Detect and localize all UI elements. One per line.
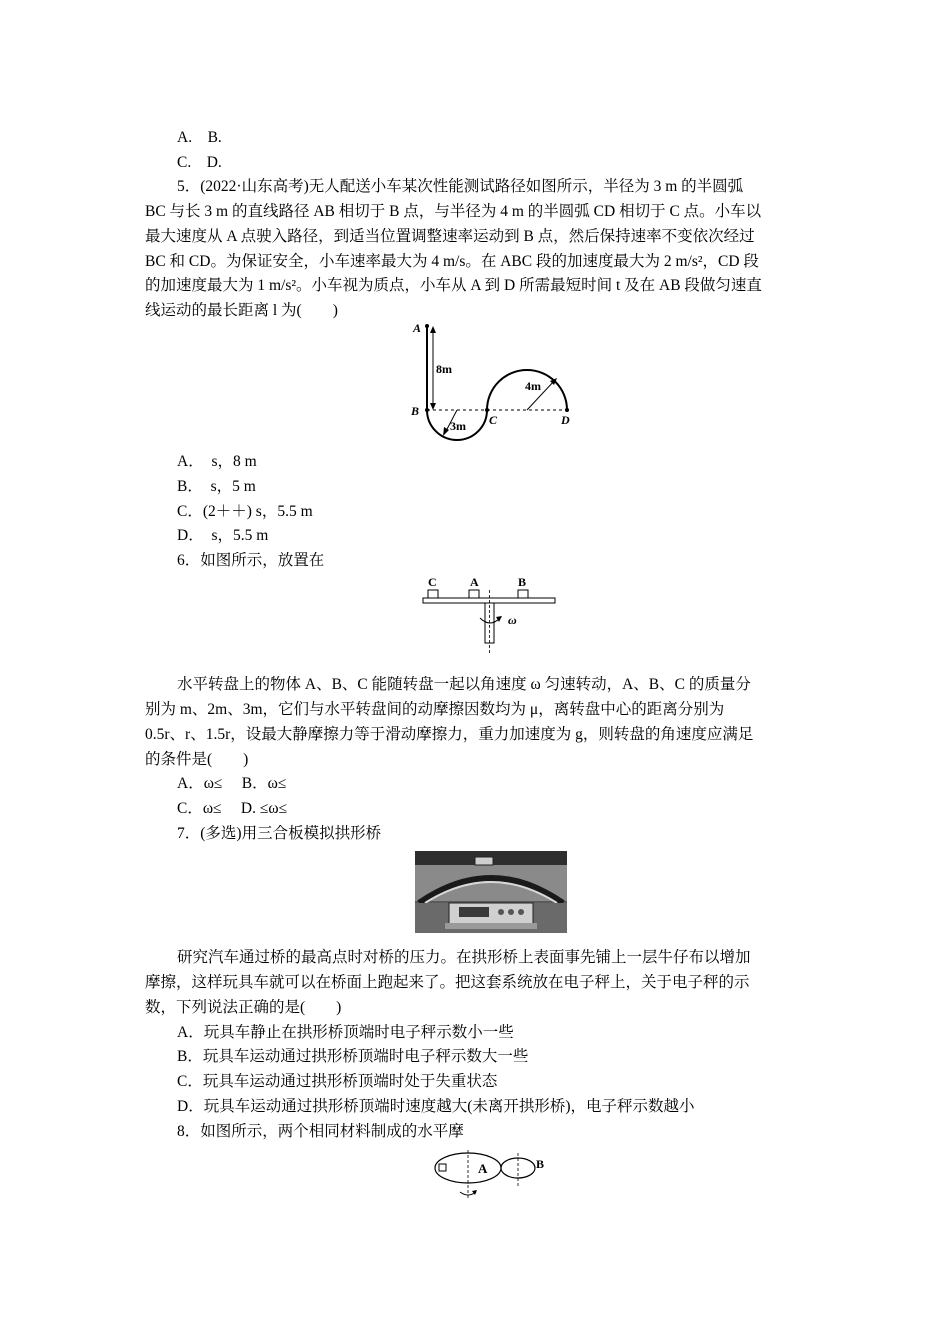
q5-fig-label-b: B [411, 404, 420, 418]
q5-fig-label-c: C [489, 413, 498, 427]
q7-line-2: 摩擦，这样玩具车就可以在桥面上跑起来了。把这套系统放在电子秤上，关于电子秤的示 [145, 974, 750, 991]
q5-line-1: 5．(2022·山东高考)无人配送小车某次性能测试路径如图所示，半径为 3 m 的半圆弧 [177, 178, 744, 195]
q6-fig-label-a: A [470, 575, 479, 589]
q5-option-a: A． s，8 m [177, 453, 257, 470]
q6-turntable-figure [420, 572, 560, 657]
q7-option-d: D．玩具车运动通过拱形桥顶端时速度越大(未离开拱形桥)，电子秤示数越小 [177, 1098, 695, 1115]
q7-intro: 7．(多选)用三合板模拟拱形桥 [177, 825, 382, 842]
q5-line-4: BC 和 CD。为保证安全，小车速率最大为 4 m/s。在 ABC 段的加速度最大为 2 m/s²，CD 段 [145, 253, 759, 270]
q4-option-c-d: C. D. [177, 154, 222, 171]
q5-line-2: BC 与长 3 m 的直线路径 AB 相切于 B 点，与半径为 4 m 的半圆弧 CD 相切于 C 点。小车以 [145, 203, 762, 220]
q7-line-3: 数，下列说法正确的是( ) [145, 999, 342, 1016]
q5-option-c: C．(2＋＋) s，5.5 m [177, 503, 313, 520]
q6-fig-label-b: B [518, 575, 527, 589]
q8-intro: 8．如图所示，两个相同材料制成的水平摩 [177, 1123, 464, 1140]
q5-option-d: D． s，5.5 m [177, 527, 269, 544]
q5-line-5: 的加速度最大为 1 m/s²。小车视为质点，小车从 A 到 D 所需最短时间 t 及在 AB 段做匀速直 [145, 277, 762, 294]
q5-path-figure [405, 318, 585, 443]
q7-bridge-photo [415, 851, 567, 933]
q5-option-b: B． s，5 m [177, 478, 256, 495]
q7-line-1: 研究汽车通过桥的最高点时对桥的压力。在拱形桥上表面事先铺上一层牛仔布以增加 [177, 949, 751, 966]
q8-discs-figure [430, 1148, 555, 1206]
q6-option-c-d: C．ω≤ D. ≤ω≤ [177, 800, 288, 817]
q6-line-1: 水平转盘上的物体 A、B、C 能随转盘一起以角速度 ω 匀速转动，A、B、C 的质量分 [177, 676, 751, 693]
q8-fig-label-a: A [478, 1161, 488, 1176]
q6-option-a-b: A．ω≤ B．ω≤ [177, 775, 287, 792]
q4-option-a-b: A. B. [177, 129, 222, 146]
q6-line-3: 0.5r、r、1.5r，设最大静摩擦力等于滑动摩擦力，重力加速度为 g，则转盘的角速度应满足 [145, 726, 754, 743]
q8-fig-label-b: B [536, 1157, 545, 1171]
q7-option-a: A．玩具车静止在拱形桥顶端时电子秤示数小一些 [177, 1024, 514, 1041]
q5-line-3: 最大速度从 A 点驶入路径，到适当位置调整速率运动到 B 点，然后保持速率不变依次经过 [145, 228, 755, 245]
q5-fig-radius-small: 3m [450, 419, 466, 433]
q5-fig-label-a: A [413, 321, 422, 335]
q7-option-b: B．玩具车运动通过拱形桥顶端时电子秤示数大一些 [177, 1048, 529, 1065]
q5-fig-radius-big: 4m [525, 379, 541, 393]
q6-intro: 6．如图所示，放置在 [177, 552, 325, 569]
q5-line-6: 线运动的最长距离 l 为( ) [145, 302, 338, 319]
q6-fig-label-c: C [428, 575, 437, 589]
q6-line-4: 的条件是( ) [145, 751, 249, 768]
q6-line-2: 别为 m、2m、3m，它们与水平转盘间的动摩擦因数均为 μ，离转盘中心的距离分别为 [145, 701, 725, 718]
q5-fig-label-d: D [561, 413, 570, 427]
q5-fig-len-ab: 8m [436, 362, 452, 376]
q7-option-c: C．玩具车运动通过拱形桥顶端时处于失重状态 [177, 1073, 498, 1090]
q6-fig-label-omega: ω [508, 613, 517, 627]
